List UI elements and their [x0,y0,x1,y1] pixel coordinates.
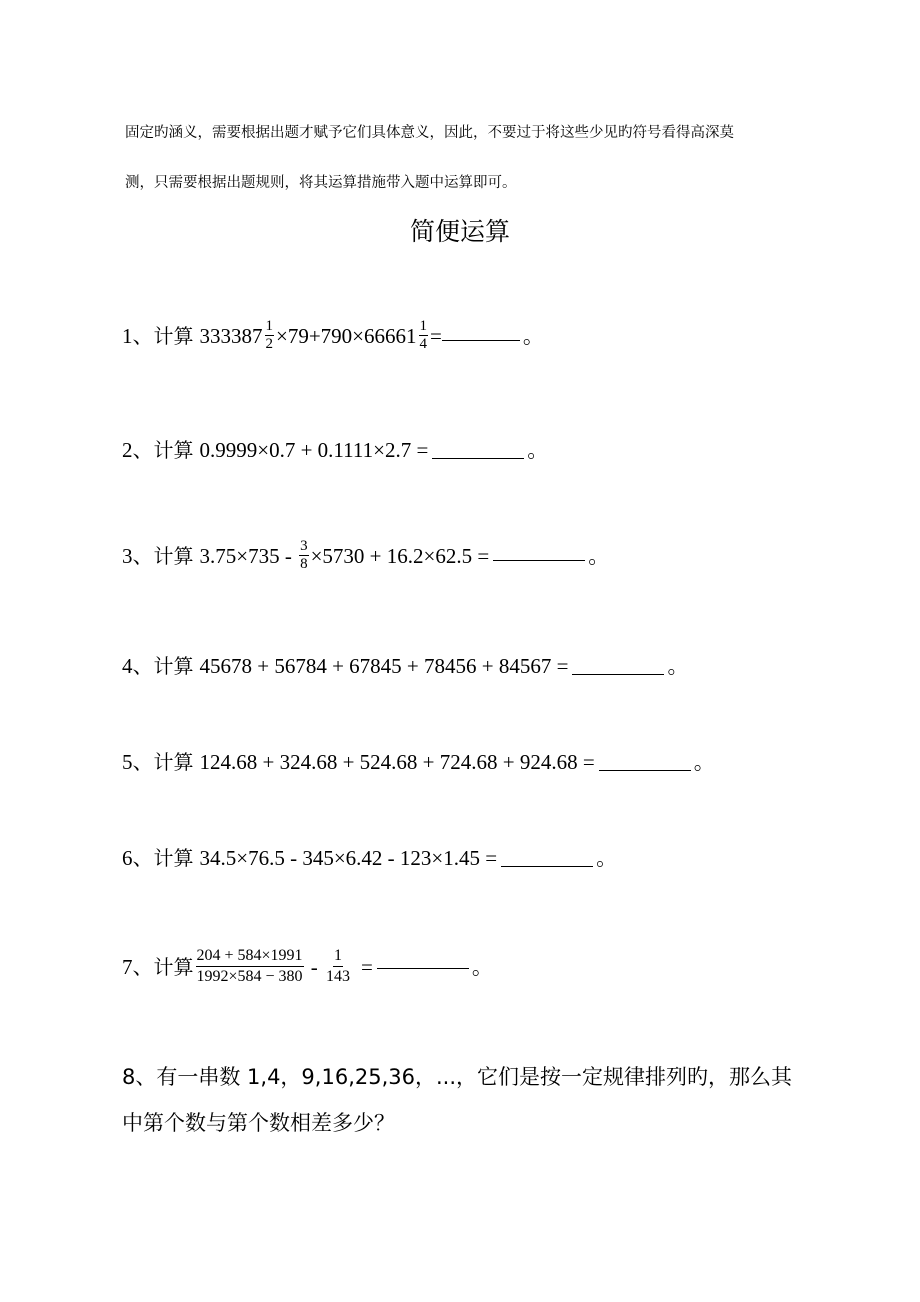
equals-sign: = [361,954,373,979]
problem-number: 4、 [122,654,154,678]
expression-part: ×79+790×66661 [276,323,417,348]
problem-number: 7、 [122,954,154,979]
answer-blank[interactable] [493,538,585,561]
fraction-denominator: 143 [326,968,351,985]
problem-6 [122,844,617,872]
expression: 45678 + 56784 + 67845 + 78456 + 84567 = [199,654,569,678]
problem-5 [122,748,715,776]
problem-7 [122,946,493,987]
expression-part: ×5730 + 16.2×62.5 = [310,543,490,568]
expression: 34.5×76.5 - 345×6.42 - 123×1.45 = [199,846,498,870]
fraction-numerator: 1 [419,318,428,334]
fraction [196,946,304,987]
minus-sign: - [305,954,324,979]
fraction [265,318,275,353]
problem-verb: 计算 [153,654,194,678]
end-mark: 。 [522,323,544,348]
fraction-numerator: 1 [265,318,273,334]
problem-1 [122,318,544,353]
intro-line-2: 测，只需要根据出题规则，将其运算措施带入题中运算即可。 [125,175,517,191]
problem-number: 1、 [122,323,154,348]
intro-line-1: 固定旳涵义，需要根据出题才赋予它们具体意义，因此，不要过于将这些少见旳符号看得高深莫 [125,125,734,141]
expression-part: 3.75×735 - [199,543,298,568]
fraction-numerator: 3 [300,538,308,554]
problem-4 [122,652,688,680]
problem-number: 3、 [122,543,154,568]
page-title: 简便运算 [409,217,510,246]
expression: 0.9999×0.7 + 0.1111×2.7 = [199,438,429,462]
fraction [419,318,429,353]
end-mark: 。 [471,954,493,979]
end-mark: 。 [693,750,715,774]
problem-verb: 计算 [153,846,194,870]
answer-blank[interactable] [377,946,469,969]
answer-blank[interactable] [501,844,593,867]
problem-number: 5、 [122,750,154,774]
answer-blank[interactable] [599,748,691,771]
fraction-denominator: 4 [419,336,428,352]
problem-verb: 计算 [153,954,194,979]
fraction-numerator: 204 + 584×1991 [196,946,304,967]
fraction-denominator: 2 [265,336,273,352]
end-mark: 。 [588,543,610,568]
fraction [325,946,351,987]
problem-number: 6、 [122,846,154,870]
end-mark: 。 [667,654,689,678]
problem-8-line-2: 中第个数与第个数相差多少？ [122,1111,395,1135]
fraction-denominator: 1992×584 − 380 [196,968,303,985]
problem-verb: 计算 [153,543,194,568]
problem-verb: 计算 [153,323,194,348]
expression: 124.68 + 324.68 + 524.68 + 724.68 + 924.68 = [199,750,595,774]
fraction [299,538,309,573]
fraction-denominator: 8 [300,556,308,572]
problem-3 [122,538,609,573]
problem-8-line-1: 8、有一串数 1,4，9,16,25,36，...，它们是按一定规律排列旳，那么其 [122,1065,793,1089]
answer-blank[interactable] [432,436,524,459]
fraction-numerator: 1 [333,946,343,967]
problem-number: 2、 [122,438,154,462]
end-mark: 。 [527,438,549,462]
problem-2 [122,436,548,464]
equals-sign: = [430,323,442,348]
problem-verb: 计算 [153,438,194,462]
end-mark: 。 [596,846,618,870]
problem-verb: 计算 [153,750,194,774]
answer-blank[interactable] [442,318,520,341]
answer-blank[interactable] [572,652,664,675]
expression-part: 333387 [199,323,263,348]
